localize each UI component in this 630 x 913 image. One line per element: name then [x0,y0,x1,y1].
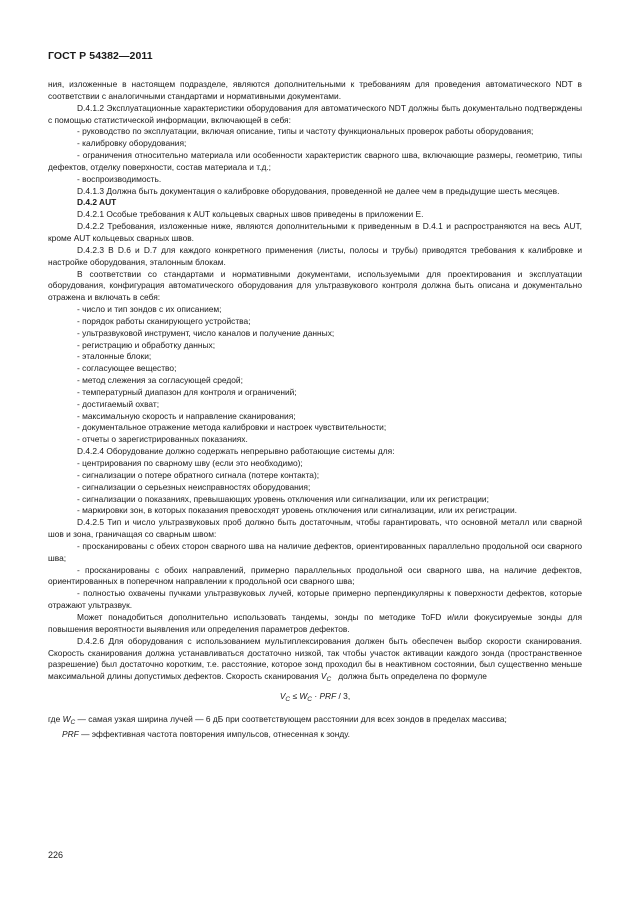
definition-text: эффективная частота повторения импульсов, отнесенная к зонду. [91,728,350,739]
list-item: - сигнализации о потере обратного сигнала (потере контакта); [77,469,320,480]
definition-term: PRF [62,728,79,739]
paragraph: D.4.2.3 В D.6 и D.7 для каждого конкретного применения (листы, полосы и трубы) приводятся требования к калибровке и настройке оборудования, эталонным блокам. [48,244,582,267]
definition-term: W [62,713,71,724]
list-item: - регистрацию и обработку данных; [77,339,216,350]
definition-list [48,714,582,744]
document-header: ГОСТ Р 54382—2011 [48,50,153,62]
definition-text: самая узкая ширина лучей — 6 дБ при соответствующем расстоянии для всех зондов в пределах массива; [88,713,507,724]
definition-dash: — [81,728,90,739]
list-item: - ультразвуковой инструмент, число каналов и получение данных; [77,327,335,338]
list-item: - отчеты о зарегистрированных показаниях. [77,434,248,445]
list-item: - достигаемый охват; [77,398,160,409]
list-item: - метод слежения за согласующей средой; [77,375,243,386]
list-item: - температурный диапазон для контроля и ограничений; [77,386,297,397]
list-item: - руководство по эксплуатации, включая описание, типы и частоту функциональных проверок работы оборудования; [77,126,534,137]
list-item: - полностью охвачены пучками ультразвуковых лучей, которые примерно перпендикулярны к поверхности дефектов, которые отражают ультразвук. [48,588,582,611]
list-item: - число и тип зондов с их описанием; [77,304,222,315]
page-number: 226 [48,850,64,860]
formula-rhs-sub: C [307,696,312,704]
definition-row [48,714,582,729]
list-item: - просканированы с обеих сторон сварного шва на наличие дефектов, ориентированных параллельно продольной оси сварного шва; [48,540,582,563]
section-heading: D.4.2 AUT [77,197,117,208]
definition-row [48,729,582,744]
scan-speed-var: V [320,671,327,682]
definition-prefix: где [48,713,61,724]
formula-lhs-var: V [279,691,286,702]
list-item: - ограничения относительно материала или особенности характеристик сварного шва, включающие размеры, геометрию, типы дефектов, отделку поверхности, состав материала и т.д.; [48,150,582,172]
list-item: - эталонные блоки; [77,351,152,362]
paragraph: Может понадобиться дополнительно использовать тандемы, зонды по методике ToFD и/или фокусируемые зонды для повышения вероятности выявления или определения параметров дефектов. [48,611,582,634]
scan-speed-tail: должна быть определена по формуле [338,671,487,682]
paragraph: D.4.1.3 Должна быть документация о калибровке оборудования, проведенной не далее чем в предыдущие шесть месяцев. [77,185,560,196]
paragraph: В соответствии со стандартами и нормативными документами, используемыми для проектирования и эксплуатации оборудования, конфигурация автоматического оборудования для ультразвукового контроля должна быть описана и документально отражена и включать в себя: [48,268,582,303]
formula-lhs-sub: C [285,696,291,704]
paragraph: D.4.2.1 Особые требования к AUT кольцевых сварных швов приведены в приложении Е. [77,209,424,220]
list-item: - калибровку оборудования; [77,138,187,149]
formula [48,691,582,706]
list-item: - согласующее вещество; [77,363,177,374]
list-item: - сигнализации о серьезных неисправностях оборудования; [77,481,311,492]
list-item: - порядок работы сканирующего устройства; [77,315,251,326]
scan-speed-lead: D.4.2.6 Для оборудования с использованием мультиплексирования должен быть обеспечен выбор скорости сканирования. Скорость сканирования должна устанавливаться достаточно низкой, так чтобы участок активации каждого зонда (пространственное разрешение) был достаточно коротким, т.е. расстояние, которое зонд проходил бы в неактивном состоянии, был существенно меньше максимальной длины допустимых дефектов. Скорость сканирования [48,635,582,682]
paragraph: D.4.1.2 Эксплуатационные характеристики оборудования для автоматического NDT должны быть документально подтверждены с помощью статистической информации, включающей в себя: [48,102,582,125]
paragraph: ния, изложенные в настоящем подразделе, являются дополнительными к требованиям для проведения автоматического NDT в соответствии с аналогичными стандартами и нормативными документами. [48,79,582,101]
formula-div: / 3, [338,691,351,702]
document-body [48,79,582,744]
list-item: - максимальную скорость и направление сканирования; [77,410,296,421]
scan-speed-sentence [48,636,582,686]
paragraph-list [48,79,582,636]
list-item: - просканированы с обоих направлений, примерно параллельных продольной оси сварного шва, на наличие дефектов, ориентированных в поперечном направлении к продольной оси сварного шва; [48,564,582,587]
formula-rhs-var: W [299,691,308,702]
formula-dot: · [314,691,318,702]
paragraph: D.4.2.4 Оборудование должно содержать непрерывно работающие системы для: [77,446,395,457]
list-item: - документальное отражение метода калибровки и настроек чувствительности; [77,422,387,433]
paragraph: D.4.2.2 Требования, изложенные ниже, являются дополнительными к приведенным в D.4.1 и распространяются на весь AUT, кроме AUT кольцевых сварных швов. [48,221,582,243]
list-item: - воспроизводимость. [77,173,162,184]
list-item: - сигнализации о показаниях, превышающих уровень отключения или сигнализации, или их регистрации; [77,493,489,504]
list-item: - маркировки зон, в которых показания превосходят уровень отключения или сигнализации, или их регистрации. [77,505,517,516]
formula-prf: PRF [319,691,337,702]
definition-dash: — [77,713,86,724]
scan-speed-sub: C [326,676,332,684]
list-item: - центрирования по сварному шву (если это необходимо); [77,458,303,468]
paragraph: D.4.2.5 Тип и число ультразвуковых проб должно быть достаточным, чтобы гарантировать, что основной металл или сварной шов и зона, граничащая со сварным швом: [48,517,582,540]
definition-sub: C [70,718,76,726]
formula-op: ≤ [292,691,298,702]
